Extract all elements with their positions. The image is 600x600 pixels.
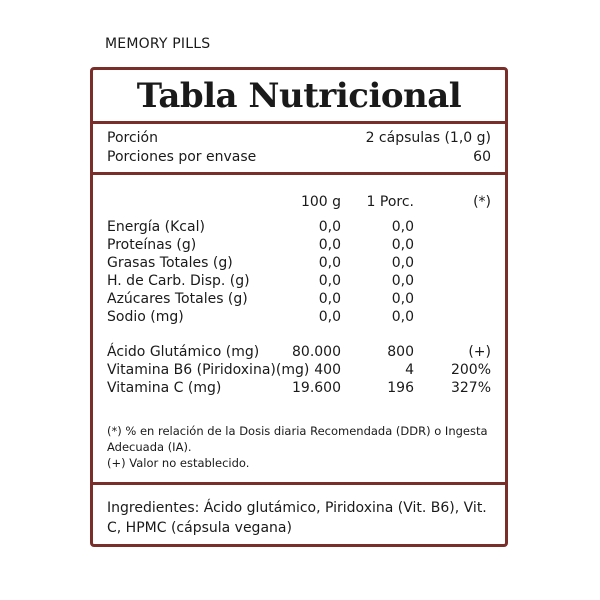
value-per-100g: 400 — [314, 362, 341, 378]
serving-divider — [93, 172, 505, 175]
column-header-dr: (*) — [473, 194, 491, 210]
nutrient-name: H. de Carb. Disp. (g) — [107, 273, 250, 289]
title-divider — [93, 121, 505, 124]
nutrition-table — [90, 67, 508, 547]
footnote-not-established: (+) Valor no establecido. — [107, 456, 250, 470]
servings-per-container-row — [107, 148, 491, 166]
value-dr: 327% — [450, 380, 491, 396]
column-header-row — [107, 193, 491, 211]
table-row — [107, 308, 491, 326]
nutrient-name: Energía (Kcal) — [107, 219, 205, 235]
table-row — [107, 361, 491, 379]
value-dr: (+) — [468, 344, 491, 360]
servings-per-container-value: 60 — [473, 149, 491, 165]
value-per-100g: 0,0 — [318, 219, 341, 235]
value-per-100g: 0,0 — [318, 237, 341, 253]
value-per-100g: 0,0 — [318, 255, 341, 271]
value-per-serving: 0,0 — [391, 291, 414, 307]
value-per-serving: 0,0 — [391, 219, 414, 235]
column-header-serving: 1 Porc. — [366, 194, 414, 210]
brand-label: MEMORY PILLS — [105, 36, 211, 52]
value-per-100g: 0,0 — [318, 291, 341, 307]
column-header-100g: 100 g — [300, 194, 341, 210]
value-per-serving: 0,0 — [391, 255, 414, 271]
table-row — [107, 254, 491, 272]
nutrient-name: Ácido Glutámico (mg) — [107, 344, 260, 360]
nutrient-name: Sodio (mg) — [107, 309, 184, 325]
ingredients-divider — [93, 482, 505, 485]
table-title: Tabla Nutricional — [136, 76, 462, 116]
table-row — [107, 379, 491, 397]
nutrient-name: Grasas Totales (g) — [107, 255, 233, 271]
serving-row — [107, 129, 491, 147]
serving-value: 2 cápsulas (1,0 g) — [365, 130, 491, 146]
value-per-serving: 0,0 — [391, 273, 414, 289]
value-per-100g: 0,0 — [318, 309, 341, 325]
nutrient-name: Proteínas (g) — [107, 237, 197, 253]
table-row — [107, 290, 491, 308]
nutrient-name: Azúcares Totales (g) — [107, 291, 248, 307]
footnote-ddr: (*) % en relación de la Dosis diaria Recomendada (DDR) o Ingesta Adecuada (IA). — [107, 424, 488, 454]
table-row — [107, 236, 491, 254]
nutrient-name: Vitamina C (mg) — [107, 380, 222, 396]
servings-per-container-label: Porciones por envase — [107, 149, 257, 165]
ingredients-text: Ingredientes: Ácido glutámico, Piridoxina (Vit. B6), Vit. C, HPMC (cápsula vegana) — [107, 500, 487, 536]
value-per-100g: 19.600 — [292, 380, 341, 396]
value-per-serving: 196 — [387, 380, 414, 396]
value-per-100g: 0,0 — [318, 273, 341, 289]
table-row — [107, 272, 491, 290]
value-per-serving: 0,0 — [391, 309, 414, 325]
value-dr: 200% — [450, 362, 491, 378]
nutrient-name: Vitamina B6 (Piridoxina)(mg) — [107, 362, 310, 378]
serving-label: Porción — [107, 130, 158, 146]
table-row — [107, 218, 491, 236]
value-per-serving: 800 — [387, 344, 414, 360]
value-per-100g: 80.000 — [292, 344, 341, 360]
value-per-serving: 0,0 — [391, 237, 414, 253]
value-per-serving: 4 — [405, 362, 414, 378]
table-row — [107, 343, 491, 361]
